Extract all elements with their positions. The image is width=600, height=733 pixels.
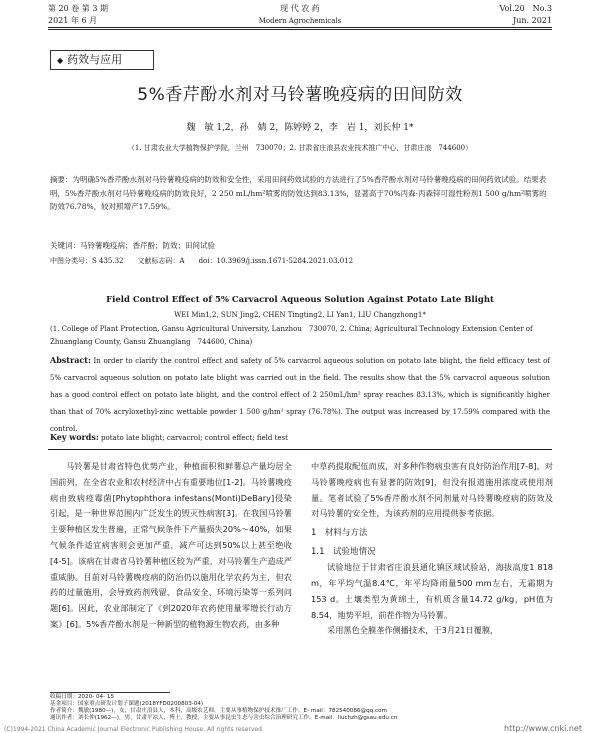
body-paragraph-intro: 中草药提取配伍而成，对多种作物病虫害有良好防治作用[7-8]，对马铃薯晚疫病也有显著的防效[9]，但没有报道施用浓度或使用剂量。笔者试验了5%香芹酚水剂不同剂量对马铃薯晚疫病的防效及对马铃薯的安全性，为该药剂的应用提供参考依据。 bbox=[311, 461, 553, 519]
header-volume-en: Vol.20 No.3 bbox=[499, 4, 552, 13]
keywords-cn-label: 关键词： bbox=[50, 241, 80, 250]
title-en: Field Control Effect of 5% Carvacrol Aqueous Solution Against Potato Late Blight bbox=[106, 295, 494, 305]
footnote-corresponding: 通讯作者：刘长仲(1962—)，男，甘肃平凉人，博士，教授，主要从事昆虫生态与害虫综合治理研究工作。E-mail：liuchzh@gsau.edu.cn bbox=[50, 715, 398, 721]
footnote-fund: 基金项目：国家重点研发计划子课题(2018YFD0200803-04) bbox=[50, 701, 204, 707]
header-date-cn: 2021 年 6 月 bbox=[48, 16, 98, 25]
body-column-left bbox=[50, 459, 292, 633]
header-rule bbox=[48, 27, 552, 28]
body-paragraph: 马铃薯是甘肃省特色优势产业，种植面积和鲜薯总产量均居全国前列，在全省农业和农村经济中占有重要地位[1-2]。马铃薯晚疫病由致病疫霉菌[Phytophthora infestans(Monti)DeBary]侵染引起，是一种世界范围内广泛发生的毁灭性病害[3]。在我国马铃薯主要种植区发生普遍，正常气候条件下产量损失20%～40%，如果气候条件适宜病害则会更加严重，减产可达到50%以上甚至绝收[4-5]。该病在甘肃省马铃薯种植区较为严重，对马铃薯生产造成严重威胁。目前对马铃薯晚疫病的防治仍以施用化学农药为主，但农药的过量施用，会导致药剂残留、食品安全、环境污染等一系列问题[6]。因此，农业部制定了《到2020年农药使用量零增长行动方案》[6]。5%香芹酚水剂是一种新型的植物源生物农药，由多种 bbox=[50, 461, 292, 629]
section-tag-label: 药效与应用 bbox=[67, 53, 123, 66]
copyright-watermark: (C)1994-2021 China Academic Journal Electronic Publishing House. All rights reserved. bbox=[4, 726, 264, 733]
classification-cn: 中图分类号：S 435.32 文献标志码：A doi：10.3969/j.issn.1671-5284.2021.03.012 bbox=[50, 257, 354, 265]
affiliation-cn: （1. 甘肃农业大学植物保护学院，兰州 730070；2. 甘肃省庄浪县农业技术推广中心，甘肃庄浪 744600） bbox=[127, 144, 473, 152]
footnote-received: 收稿日期：2020- 04- 15 bbox=[50, 694, 115, 700]
keywords-en-text: potato late blight; carvacrol; control effect; field test bbox=[101, 434, 288, 442]
abstract-cn-text: 为明确5%香芹酚水剂对马铃薯晚疫病的防效和安全性，采用田间药效试验的方法进行了5%香芹酚水剂对马铃薯晚疫病的田间药效试验。结果表明，5%香芹酚水剂对马铃薯晚疫病的防效良好，2 250 mL/hm²喷雾的防效达到83.13%，显著高于70%丙森·丙森锌可湿性粉剂1 500 g/hm²喷雾的防效76.78%，较对照增产17.59%。 bbox=[50, 175, 547, 211]
body-paragraph-tail: 采用黑色全膜垄作侧播技术，于3月21日覆膜， bbox=[327, 625, 499, 636]
affiliation-en: (1. College of Plant Protection, Gansu Agricultural University, Lanzhou 730070, 2. China; Agricultural Technology Extension Center of Zhuanglang County, Gansu Zhuanglang 744600, China) bbox=[50, 325, 533, 346]
cnki-link[interactable]: http://www.cnki.net bbox=[504, 724, 582, 733]
header-journal-cn: 现 代 农 药 bbox=[280, 4, 320, 13]
abstract-en bbox=[50, 352, 550, 438]
abstract-cn bbox=[50, 173, 550, 214]
title-cn: 5%香芹酚水剂对马铃薯晚疫病的田间防效 bbox=[137, 85, 463, 105]
keywords-cn-text: 马铃薯晚疫病；香芹酚；防效；田间试验 bbox=[80, 241, 215, 250]
authors-cn: 魏 敏 1,2，孙 婧 2，陈婷婷 2，李 岩 1，刘长仲 1* bbox=[186, 123, 414, 133]
keywords-cn bbox=[50, 240, 550, 251]
section-tag bbox=[50, 50, 154, 70]
header-journal-en: Modern Agrochemicals bbox=[258, 17, 342, 25]
header-date-en: Jun. 2021 bbox=[513, 16, 552, 25]
section-heading-1-1: 1.1 试验地情况 bbox=[311, 547, 376, 558]
body-paragraph-site: 试验地位于甘肃省庄浪县通化镇区域试验站，海拔高度1 818 m，年平均气温8.4℃，年平均降雨量500 mm左右，无霜期为153 d。土壤类型为黄绵土，有机质含量14.72 g/kg，pH值为8.54，地势平坦，前茬作物为马铃薯。 bbox=[311, 562, 553, 620]
header-issue-cn: 第 20 卷 第 3 期 bbox=[48, 4, 108, 13]
footnote-author: 作者简介：魏敏(1980—)，女，甘肃庄浪县人，本科，高级农艺师，主要从事植物保护技术推广工作。E- mail：782540086@qq.com bbox=[50, 708, 387, 714]
header-rule-thin bbox=[48, 29, 552, 30]
section-heading-1: 1 材料与方法 bbox=[311, 528, 368, 539]
abstract-en-label: Abstract: bbox=[50, 355, 91, 365]
authors-en: WEI Min1,2, SUN Jing2, CHEN Tingting2, LI Yan1, LIU Changzhong1* bbox=[174, 311, 426, 319]
abstract-cn-label: 摘要： bbox=[50, 175, 73, 184]
keywords-en bbox=[50, 432, 550, 443]
keywords-en-label: Key words: bbox=[50, 432, 99, 442]
abstract-rule bbox=[48, 449, 552, 450]
diamond-icon: ◆ bbox=[57, 56, 64, 65]
abstract-en-text: In order to clarify the control effect and safety of 5% carvacrol aqueous solution on potato late blight, the field efficacy test of 5% carvacrol aqueous solution on potato late blight was carried out in the field. The results show that the 5% carvacrol aqueous solution has a good control effect on potato late blight, and the control effect of 2 250mL/hm² spray reaches 83.13%, which is significantly higher than that of 70% acryloxethyl-zinc wettable powder 1 500 g/hm² spray (76.78%). The output was increased by 17.59% compared with the control. bbox=[50, 357, 550, 433]
body-column-right bbox=[311, 459, 553, 639]
footnote-rule bbox=[50, 692, 170, 693]
